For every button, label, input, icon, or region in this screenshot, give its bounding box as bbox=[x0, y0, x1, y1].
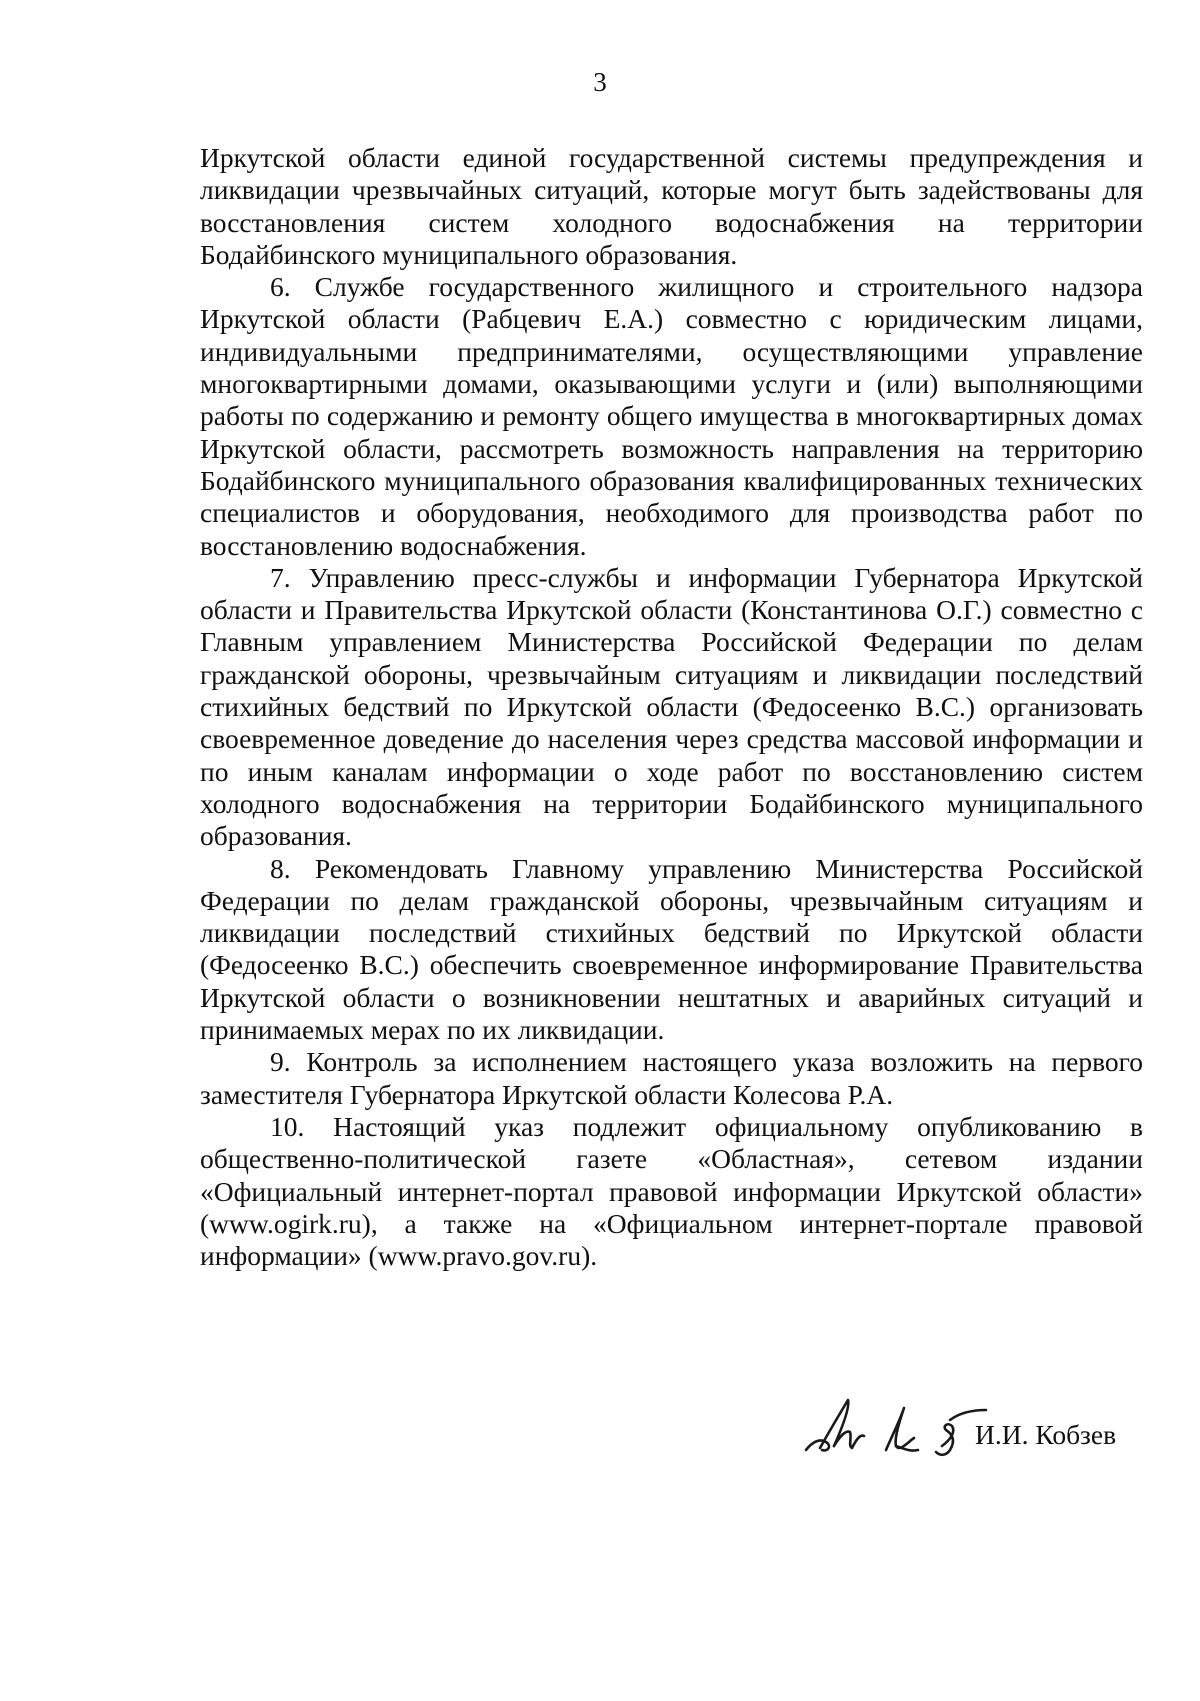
page-number: 3 bbox=[593, 67, 607, 97]
paragraph-7: 7. Управлению пресс-службы и информации Губернатора Иркутской области и Правительства Иркутской области (Константинова О.Г.) совместно с Главным управлением Министерства Российской Федерации по делам гражданской обороны, чрезвычайным ситуациям и ликвидации последствий стихийных бедствий по Иркутской области (Федосеенко В.С.) организовать своевременное доведение до населения через средства массовой информации и по иным каналам информации о ходе работ по восстановлению систем холодного водоснабжения на территории Бодайбинского муниципального образования. bbox=[200, 561, 1143, 852]
signer-name: И.И. Кобзев bbox=[975, 1419, 1117, 1450]
document-body bbox=[200, 142, 1143, 1272]
paragraph-8: 8. Рекомендовать Главному управлению Министерства Российской Федерации по делам гражданской обороны, чрезвычайным ситуациям и ликвидации последствий стихийных бедствий по Иркутской области (Федосеенко В.С.) обеспечить своевременное информирование Правительства Иркутской области о возникновении нештатных и аварийных ситуаций и принимаемых мерах по их ликвидации. bbox=[200, 852, 1143, 1046]
paragraph-6: 6. Службе государственного жилищного и строительного надзора Иркутской области (Рабцевич Е.А.) совместно с юридическим лицами, индивидуальными предпринимателями, осуществляющими управление многоквартирными домами, оказывающими услуги и (или) выполняющими работы по содержанию и ремонту общего имущества в многоквартирных домах Иркутской области, рассмотреть возможность направления на территорию Бодайбинского муниципального образования квалифицированных технических специалистов и оборудования, необходимого для производства работ по восстановлению водоснабжения. bbox=[200, 271, 1143, 561]
paragraph-10: 10. Настоящий указ подлежит официальному опубликованию в общественно-политической газете «Областная», сетевом издании «Официальный интернет-портал правовой информации Иркутской области» (www.ogirk.ru), а также на «Официальном интернет-портале правовой информации» (www.pravo.gov.ru). bbox=[200, 1110, 1143, 1272]
paragraph-9: 9. Контроль за исполнением настоящего указа возложить на первого заместителя Губернатора Иркутской области Колесова Р.А. bbox=[200, 1046, 1143, 1110]
paragraph-continuation: Иркутской области единой государственной системы предупреждения и ликвидации чрезвычайных ситуаций, которые могут быть задействованы для восстановления систем холодного водоснабжения на территории Бодайбинского муниципального образования. bbox=[200, 142, 1143, 270]
signature-block bbox=[790, 1380, 1130, 1490]
handwritten-signature bbox=[790, 1380, 990, 1490]
